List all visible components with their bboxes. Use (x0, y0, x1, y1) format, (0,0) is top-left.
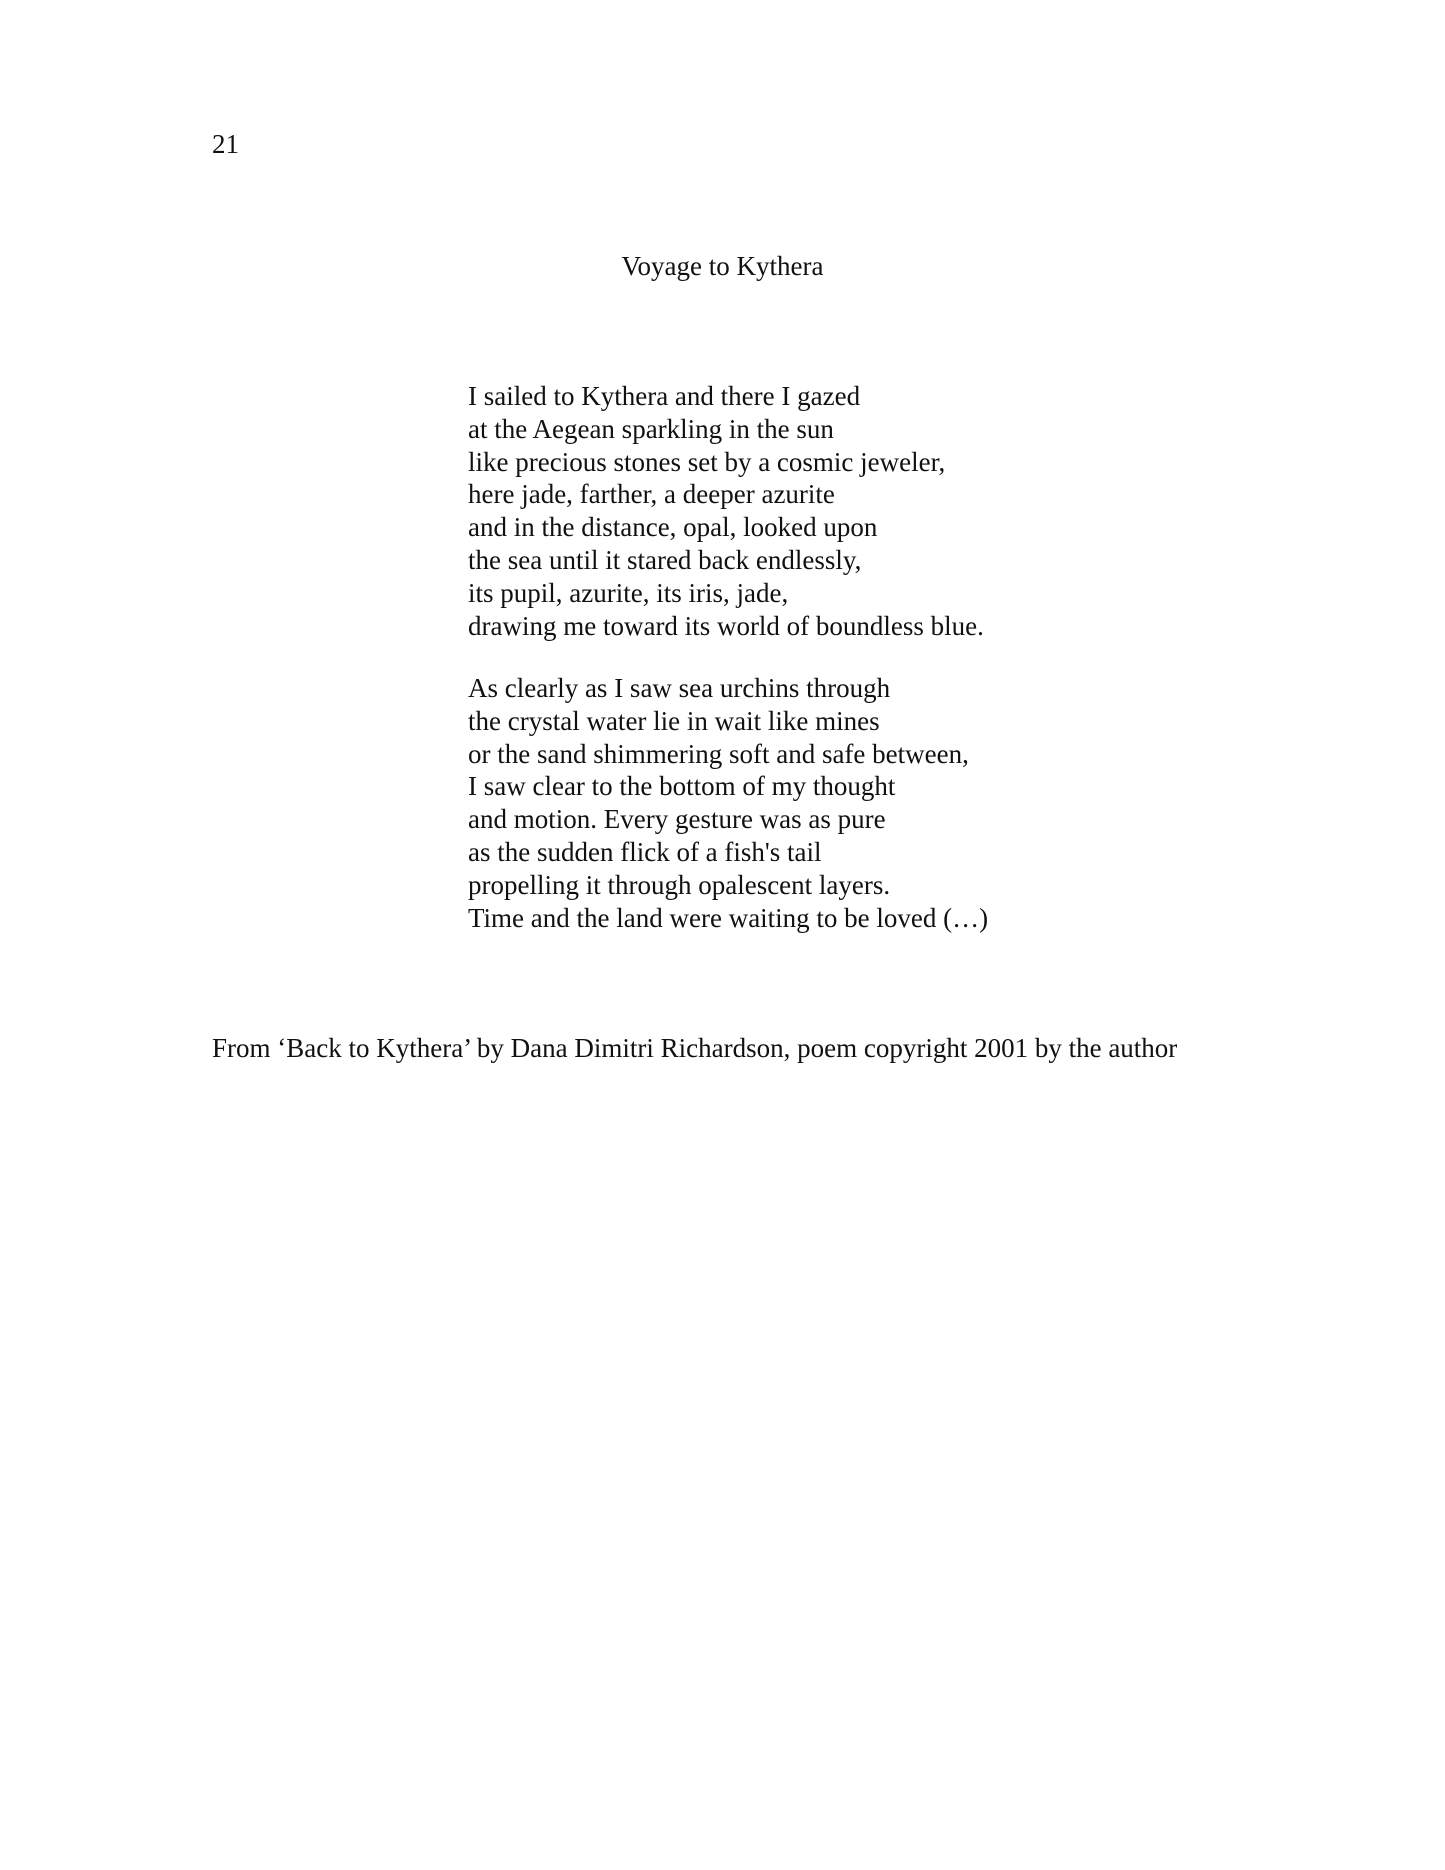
stanza-2 (468, 672, 988, 934)
poem-line: like precious stones set by a cosmic jeweler, (468, 446, 946, 477)
poem-title: Voyage to Kythera (621, 251, 824, 281)
poem-line: Time and the land were waiting to be loved (…) (468, 902, 989, 933)
poem-line: drawing me toward its world of boundless blue. (468, 610, 984, 641)
poem-line: its pupil, azurite, its iris, jade, (468, 577, 789, 608)
poem-line: as the sudden flick of a fish's tail (468, 836, 822, 867)
poem-line: propelling it through opalescent layers. (468, 869, 891, 900)
poem-line: I sailed to Kythera and there I gazed (468, 381, 861, 411)
poem-line: As clearly as I saw sea urchins through (468, 673, 891, 703)
attribution: From ‘Back to Kythera’ by Dana Dimitri Richardson, poem copyright 2001 by the author (212, 1033, 1178, 1063)
poem-line: and in the distance, opal, looked upon (468, 512, 878, 543)
stanza-1 (468, 380, 984, 642)
poem-line: at the Aegean sparkling in the sun (468, 413, 834, 444)
page-number: 21 (212, 129, 239, 159)
poem-line: and motion. Every gesture was as pure (468, 804, 886, 835)
poem-line: or the sand shimmering soft and safe between, (468, 738, 969, 769)
poem-line: I saw clear to the bottom of my thought (468, 771, 896, 802)
poem-line: the crystal water lie in wait like mines (468, 705, 880, 736)
poem-line: the sea until it stared back endlessly, (468, 544, 862, 575)
poem-line: here jade, farther, a deeper azurite (468, 479, 835, 510)
